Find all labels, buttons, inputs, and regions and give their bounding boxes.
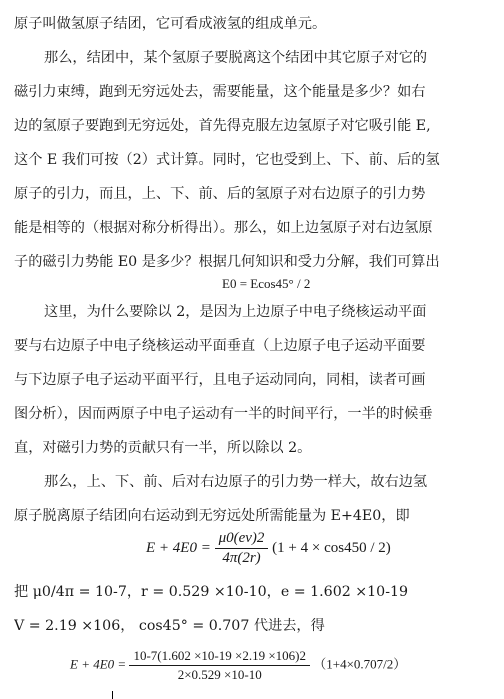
eq-tail: (1 + 4 × cos450 / 2): [272, 539, 391, 556]
paragraph-line: 能是相等的（根据对称分析得出）。那么，如上边氢原子对右边氢原: [14, 220, 433, 236]
eq-denominator: 4π(2r): [222, 550, 261, 566]
paragraph-line: 把 μ0/4π = 10-7，r = 0.529 ×10-10，e = 1.602 ×10-19: [14, 584, 409, 600]
eq-lhs: E + 4E0 =: [146, 539, 211, 556]
paragraph-line: 磁引力束缚，跑到无穷远处去，需要能量，这个能量是多少？如右: [14, 84, 426, 100]
paragraph-line: 那么，上、下、前、后对右边原子的引力势一样大，故右边氢: [44, 474, 428, 490]
paragraph-line: 图分析），因而两原子中电子运动有一半的时间平行，一半的时候垂: [14, 406, 433, 422]
paragraph-line: 原子叫做氢原子结团，它可看成液氢的组成单元。: [14, 16, 327, 32]
text-cursor: [112, 691, 113, 699]
paragraph-line: 直，对磁引力势的贡献只有一半，所以除以 2。: [14, 440, 312, 456]
eq-fraction: [129, 648, 310, 683]
paragraph-line: 原子脱离原子结团向右运动到无穷远处所需能量为 E+4E0，即: [14, 508, 410, 524]
paragraph-line: 这里，为什么要除以 2，是因为上边原子中电子绕核运动平面: [44, 304, 427, 320]
equation-e0: E0 = Ecos45° / 2: [222, 276, 311, 291]
equation-substituted: [70, 648, 406, 683]
paragraph-line: 原子的引力，而且，上、下、前、后的氢原子对右边原子的引力势: [14, 186, 426, 202]
paragraph-line: 这个 E 我们可按（2）式计算。同时，它也受到上、下、前、后的氢: [14, 152, 440, 168]
paragraph-line: 边的氢原子要跑到无穷远处，首先得克服左边氢原子对它吸引能 E,: [14, 118, 431, 134]
paragraph-line: 与下边原子电子运动平面平行，且电子运动同向，同相，读者可画: [14, 372, 426, 388]
equation-total-energy: [146, 530, 391, 567]
eq-tail: （1+4×0.707/2）: [313, 656, 407, 672]
eq-fraction: [215, 530, 269, 567]
eq-numerator: μ0(ev)2: [215, 530, 269, 549]
paragraph-line: 那么，结团中，某个氢原子要脱离这个结团中其它原子对它的: [44, 50, 428, 66]
eq-denominator: 2×0.529 ×10-10: [177, 667, 262, 682]
paragraph-line: 子的磁引力势能 E0 是多少？根据几何知识和受力分解，我们可算出: [14, 254, 440, 270]
eq-numerator: 10-7(1.602 ×10-19 ×2.19 ×106)2: [129, 648, 310, 666]
eq-lhs: E + 4E0 =: [70, 656, 127, 672]
paragraph-line: 要与右边原子中电子绕核运动平面垂直（上边原子电子运动平面要: [14, 338, 426, 354]
paragraph-line: V = 2.19 ×106， cos45° = 0.707 代进去，得: [14, 618, 325, 634]
